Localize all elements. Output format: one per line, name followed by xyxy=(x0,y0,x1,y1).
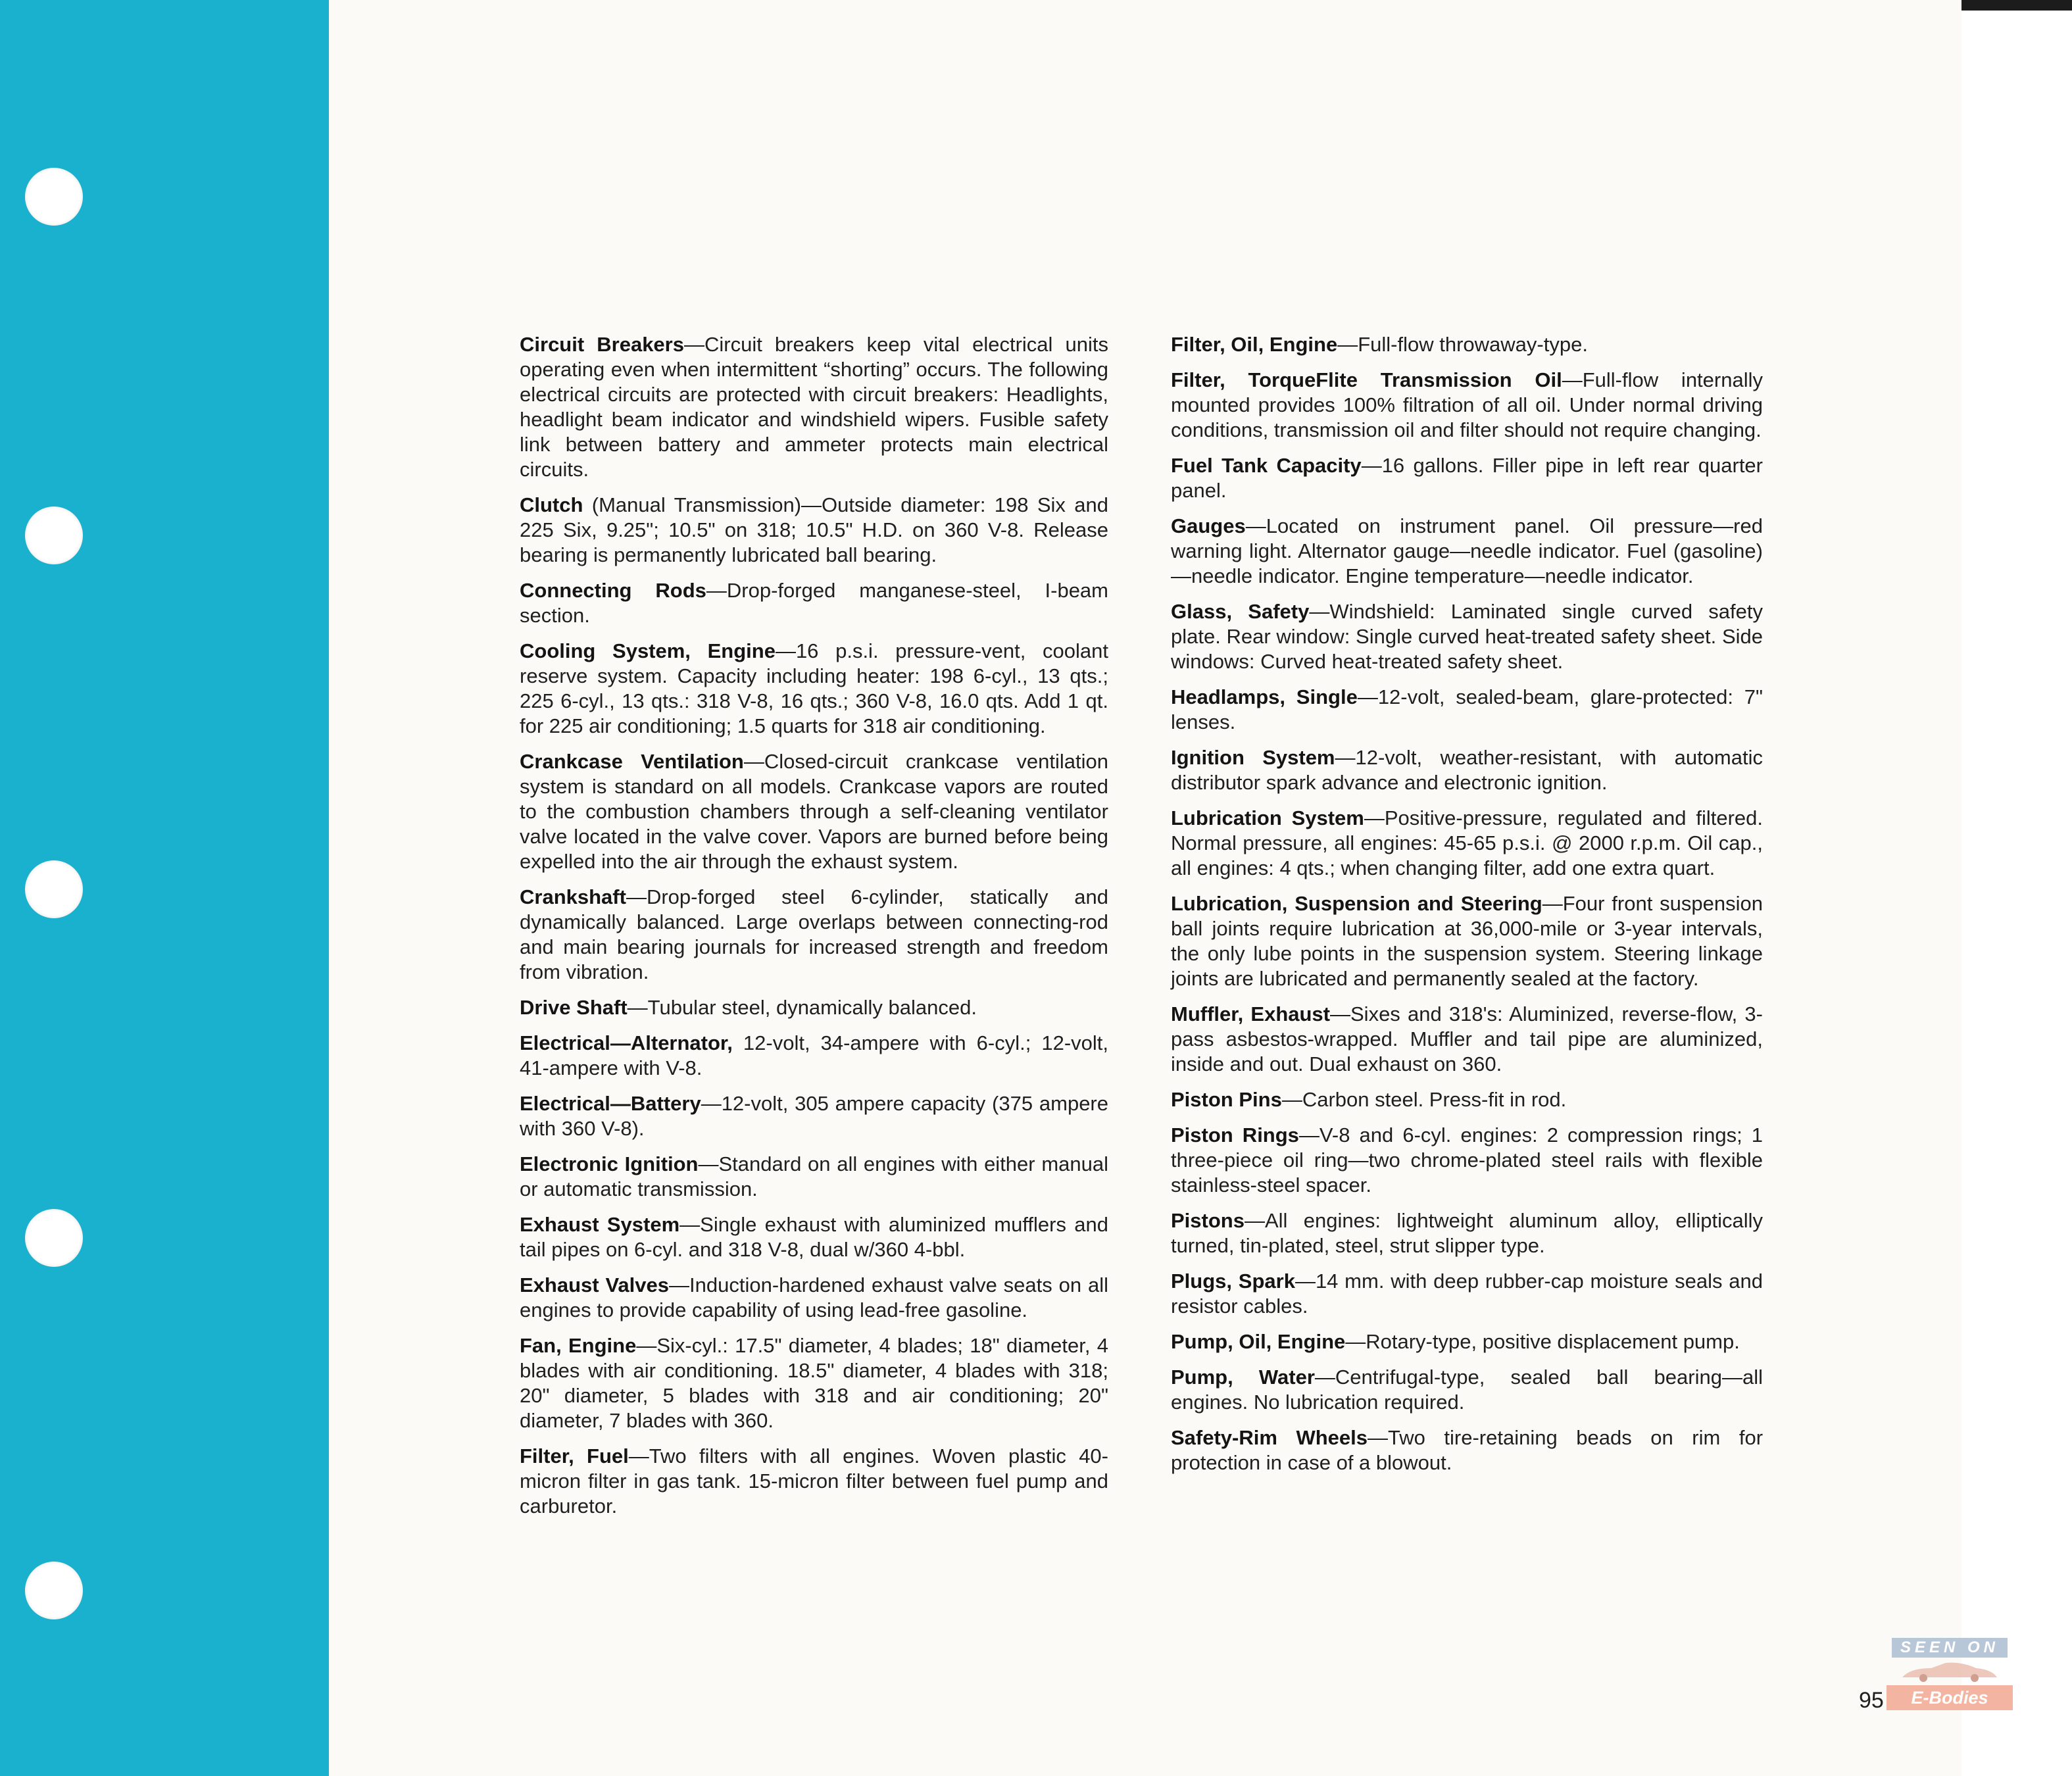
spec-term: Clutch xyxy=(520,493,583,516)
spec-term: Pistons xyxy=(1171,1209,1245,1232)
spec-entry xyxy=(1171,453,1763,503)
spec-term: Exhaust System xyxy=(520,1213,680,1236)
spec-description: —Full-flow throwaway-type. xyxy=(1337,333,1588,356)
spec-term: Connecting Rods xyxy=(520,579,706,602)
spec-description: —Two filters with all engines. Woven plastic 40-micron filter in gas tank. 15-micron filter between fuel pump and carburetor. xyxy=(520,1444,1108,1517)
spec-description: (Manual Transmission)—Outside diameter: 198 Six and 225 Six, 9.25"; 10.5" on 318; 10.5" H.D. on 360 V-8. Release bearing is permanently lubricated ball bearing. xyxy=(520,493,1108,566)
spec-entry xyxy=(1171,1329,1763,1354)
spec-description: —All engines: lightweight aluminum alloy, elliptically turned, tin-plated, steel, strut slipper type. xyxy=(1171,1209,1763,1257)
spec-entry xyxy=(520,639,1108,739)
spec-description: —16 gallons. Filler pipe in left rear quarter panel. xyxy=(1171,454,1763,502)
spec-entry xyxy=(520,493,1108,568)
spec-description: —14 mm. with deep rubber-cap moisture seals and resistor cables. xyxy=(1171,1270,1763,1318)
watermark-top-text: SEEN ON xyxy=(1892,1638,2008,1658)
spec-term: Crankshaft xyxy=(520,885,626,908)
spec-description: —Six-cyl.: 17.5" diameter, 4 blades; 18" diameter, 4 blades with air conditioning. 18.5" diameter, 4 blades with 318; 20" diameter, 5 blades with 318 and air conditioning; 20" diameter, 7 blades with 360. xyxy=(520,1334,1108,1432)
page-edge xyxy=(1961,11,2072,1776)
car-silhouette-icon xyxy=(1900,1660,2000,1683)
spec-entry xyxy=(1171,891,1763,991)
spec-description: —Four front suspension ball joints require lubrication at 36,000-mile or 3-year intervals, the only lube points in the suspension system. Steering linkage joints are lubricated and permanently sealed at the factory. xyxy=(1171,892,1764,990)
spec-entry xyxy=(1171,1365,1763,1415)
spec-term: Muffler, Exhaust xyxy=(1171,1002,1330,1025)
scan-edge-mark xyxy=(1961,0,2072,11)
spec-entry xyxy=(520,1333,1108,1433)
spec-term: Glass, Safety xyxy=(1171,600,1310,623)
spec-term: Lubrication System xyxy=(1171,806,1364,829)
spec-entry xyxy=(1171,332,1763,357)
spec-term: Crankcase Ventilation xyxy=(520,750,744,773)
spec-entry xyxy=(520,1031,1108,1081)
spec-term: Gauges xyxy=(1171,514,1246,537)
spec-entry xyxy=(1171,1208,1763,1258)
spec-term: Exhaust Valves xyxy=(520,1273,669,1296)
spec-term: Electrical—Alternator, xyxy=(520,1031,733,1054)
spec-description: —Rotary-type, positive displacement pump. xyxy=(1345,1330,1740,1353)
spec-term: Safety-Rim Wheels xyxy=(1171,1426,1368,1449)
spec-entry xyxy=(1171,745,1763,795)
spec-term: Electronic Ignition xyxy=(520,1152,699,1175)
spec-term: Ignition System xyxy=(1171,746,1335,769)
spec-description: —12-volt, 305 ampere capacity (375 ampere with 360 V-8). xyxy=(520,1092,1108,1140)
spec-term: Piston Rings xyxy=(1171,1123,1299,1147)
left-spec-column xyxy=(520,332,1108,1529)
spec-entry xyxy=(1171,1269,1763,1319)
binder-hole xyxy=(25,1562,83,1619)
spec-term: Circuit Breakers xyxy=(520,333,684,356)
spec-description: —Windshield: Laminated single curved safety plate. Rear window: Single curved heat-treated safety sheet. Side windows: Curved heat-treated safety sheet. xyxy=(1171,600,1763,673)
spec-entry xyxy=(1171,1002,1763,1077)
spec-description: —Drop-forged manganese-steel, I-beam section. xyxy=(520,579,1108,627)
spec-term: Filter, TorqueFlite Transmission Oil xyxy=(1171,368,1562,391)
spec-term: Piston Pins xyxy=(1171,1088,1282,1111)
spec-description: —Tubular steel, dynamically balanced. xyxy=(627,996,977,1019)
spec-description: —Located on instrument panel. Oil pressure—red warning light. Alternator gauge—needle indicator. Fuel (gasoline)—needle indicator. Engine temperature—needle indicator. xyxy=(1171,514,1763,587)
spec-entry xyxy=(520,578,1108,628)
spec-entry xyxy=(520,1091,1108,1141)
spec-description: —Sixes and 318's: Aluminized, reverse-flow, 3-pass asbestos-wrapped. Muffler and tail pipe are aluminized, inside and out. Dual exhaust on 360. xyxy=(1171,1002,1763,1075)
spec-entry xyxy=(1171,1123,1763,1198)
spec-entry xyxy=(1171,806,1763,881)
spec-description: —Carbon steel. Press-fit in rod. xyxy=(1281,1088,1567,1111)
spec-description: —Circuit breakers keep vital electrical units operating even when intermittent “shorting” occurs. The following electrical circuits are protected with circuit breakers: Headlights, headlight beam indicator and windshield wipers. Fusible safety link between battery and ammeter protects main electrical circuits. xyxy=(520,333,1108,481)
binder-strip xyxy=(0,0,329,1776)
binder-hole xyxy=(25,860,83,918)
right-spec-column xyxy=(1171,332,1763,1486)
spec-term: Filter, Fuel xyxy=(520,1444,629,1468)
spec-term: Filter, Oil, Engine xyxy=(1171,333,1338,356)
spec-term: Fuel Tank Capacity xyxy=(1171,454,1362,477)
spec-term: Plugs, Spark xyxy=(1171,1270,1295,1293)
spec-description: —Closed-circuit crankcase ventilation system is standard on all models. Crankcase vapors are routed to the combustion chambers through a self-cleaning ventilator valve located in the valve cover. Vapors are burned before being expelled into the air through the exhaust system. xyxy=(520,750,1109,873)
binder-hole xyxy=(25,506,83,564)
spec-description: —Induction-hardened exhaust valve seats on all engines to provide capability of using lead-free gasoline. xyxy=(520,1273,1108,1321)
spec-term: Fan, Engine xyxy=(520,1334,637,1357)
watermark-badge xyxy=(1887,1638,2013,1717)
spec-description: —Full-flow internally mounted provides 100% filtration of all oil. Under normal driving conditions, transmission oil and filter should not require changing. xyxy=(1171,368,1763,441)
spec-entry xyxy=(1171,514,1763,589)
spec-entry xyxy=(1171,1425,1763,1475)
spec-entry xyxy=(520,1152,1108,1202)
spec-term: Headlamps, Single xyxy=(1171,685,1358,708)
spec-description: —Centrifugal-type, sealed ball bearing—all engines. No lubrication required. xyxy=(1171,1366,1763,1414)
spec-description: —V-8 and 6-cyl. engines: 2 compression rings; 1 three-piece oil ring—two chrome-plated steel rails with flexible stainless-steel spacer. xyxy=(1171,1123,1763,1196)
spec-entry xyxy=(1171,599,1763,674)
spec-entry xyxy=(1171,368,1763,443)
spec-term: Pump, Water xyxy=(1171,1366,1315,1389)
spec-description: —Drop-forged steel 6-cylinder, statically and dynamically balanced. Large overlaps between connecting-rod and main bearing journals for increased strength and freedom from vibration. xyxy=(520,885,1108,983)
spec-entry xyxy=(520,1273,1108,1323)
spec-description: —Single exhaust with aluminized mufflers and tail pipes on 6-cyl. and 318 V-8, dual w/360 4-bbl. xyxy=(520,1213,1108,1261)
spec-term: Electrical—Battery xyxy=(520,1092,701,1115)
spec-entry xyxy=(520,749,1108,874)
spec-description: —16 p.s.i. pressure-vent, coolant reserve system. Capacity including heater: 198 6-cyl., 13 qts.; 225 6-cyl., 13 qts.: 318 V-8, 16 qts.; 360 V-8, 16.0 qts. Add 1 qt. for 225 air conditioning; 1.5 quarts for 318 air conditioning. xyxy=(520,639,1108,737)
spec-description: —12-volt, weather-resistant, with automatic distributor spark advance and electronic ignition. xyxy=(1171,746,1763,794)
page-number: 95 xyxy=(1859,1688,1884,1713)
spec-entry xyxy=(1171,685,1763,735)
spec-description: 12-volt, 34-ampere with 6-cyl.; 12-volt, 41-ampere with V-8. xyxy=(520,1031,1108,1079)
binder-hole xyxy=(25,168,83,226)
watermark-bottom-text: E-Bodies xyxy=(1887,1685,2013,1710)
spec-entry xyxy=(520,1444,1108,1519)
spec-entry xyxy=(520,885,1108,985)
spec-term: Lubrication, Suspension and Steering xyxy=(1171,892,1542,915)
spec-term: Cooling System, Engine xyxy=(520,639,776,662)
binder-hole xyxy=(25,1209,83,1267)
spec-description: —Positive-pressure, regulated and filtered. Normal pressure, all engines: 45-65 p.s.i. @ 2000 r.p.m. Oil cap., all engines: 4 qts.; when changing filter, add one extra quart. xyxy=(1171,806,1763,879)
spec-description: —Two tire-retaining beads on rim for protection in case of a blowout. xyxy=(1171,1426,1764,1474)
spec-entry xyxy=(520,332,1108,482)
spec-description: —Standard on all engines with either manual or automatic transmission. xyxy=(520,1152,1108,1200)
spec-description: —12-volt, sealed-beam, glare-protected: 7" lenses. xyxy=(1171,685,1763,733)
spec-entry xyxy=(520,995,1108,1020)
spec-entry xyxy=(520,1212,1108,1262)
spec-entry xyxy=(1171,1087,1763,1112)
spec-term: Pump, Oil, Engine xyxy=(1171,1330,1346,1353)
spec-term: Drive Shaft xyxy=(520,996,628,1019)
